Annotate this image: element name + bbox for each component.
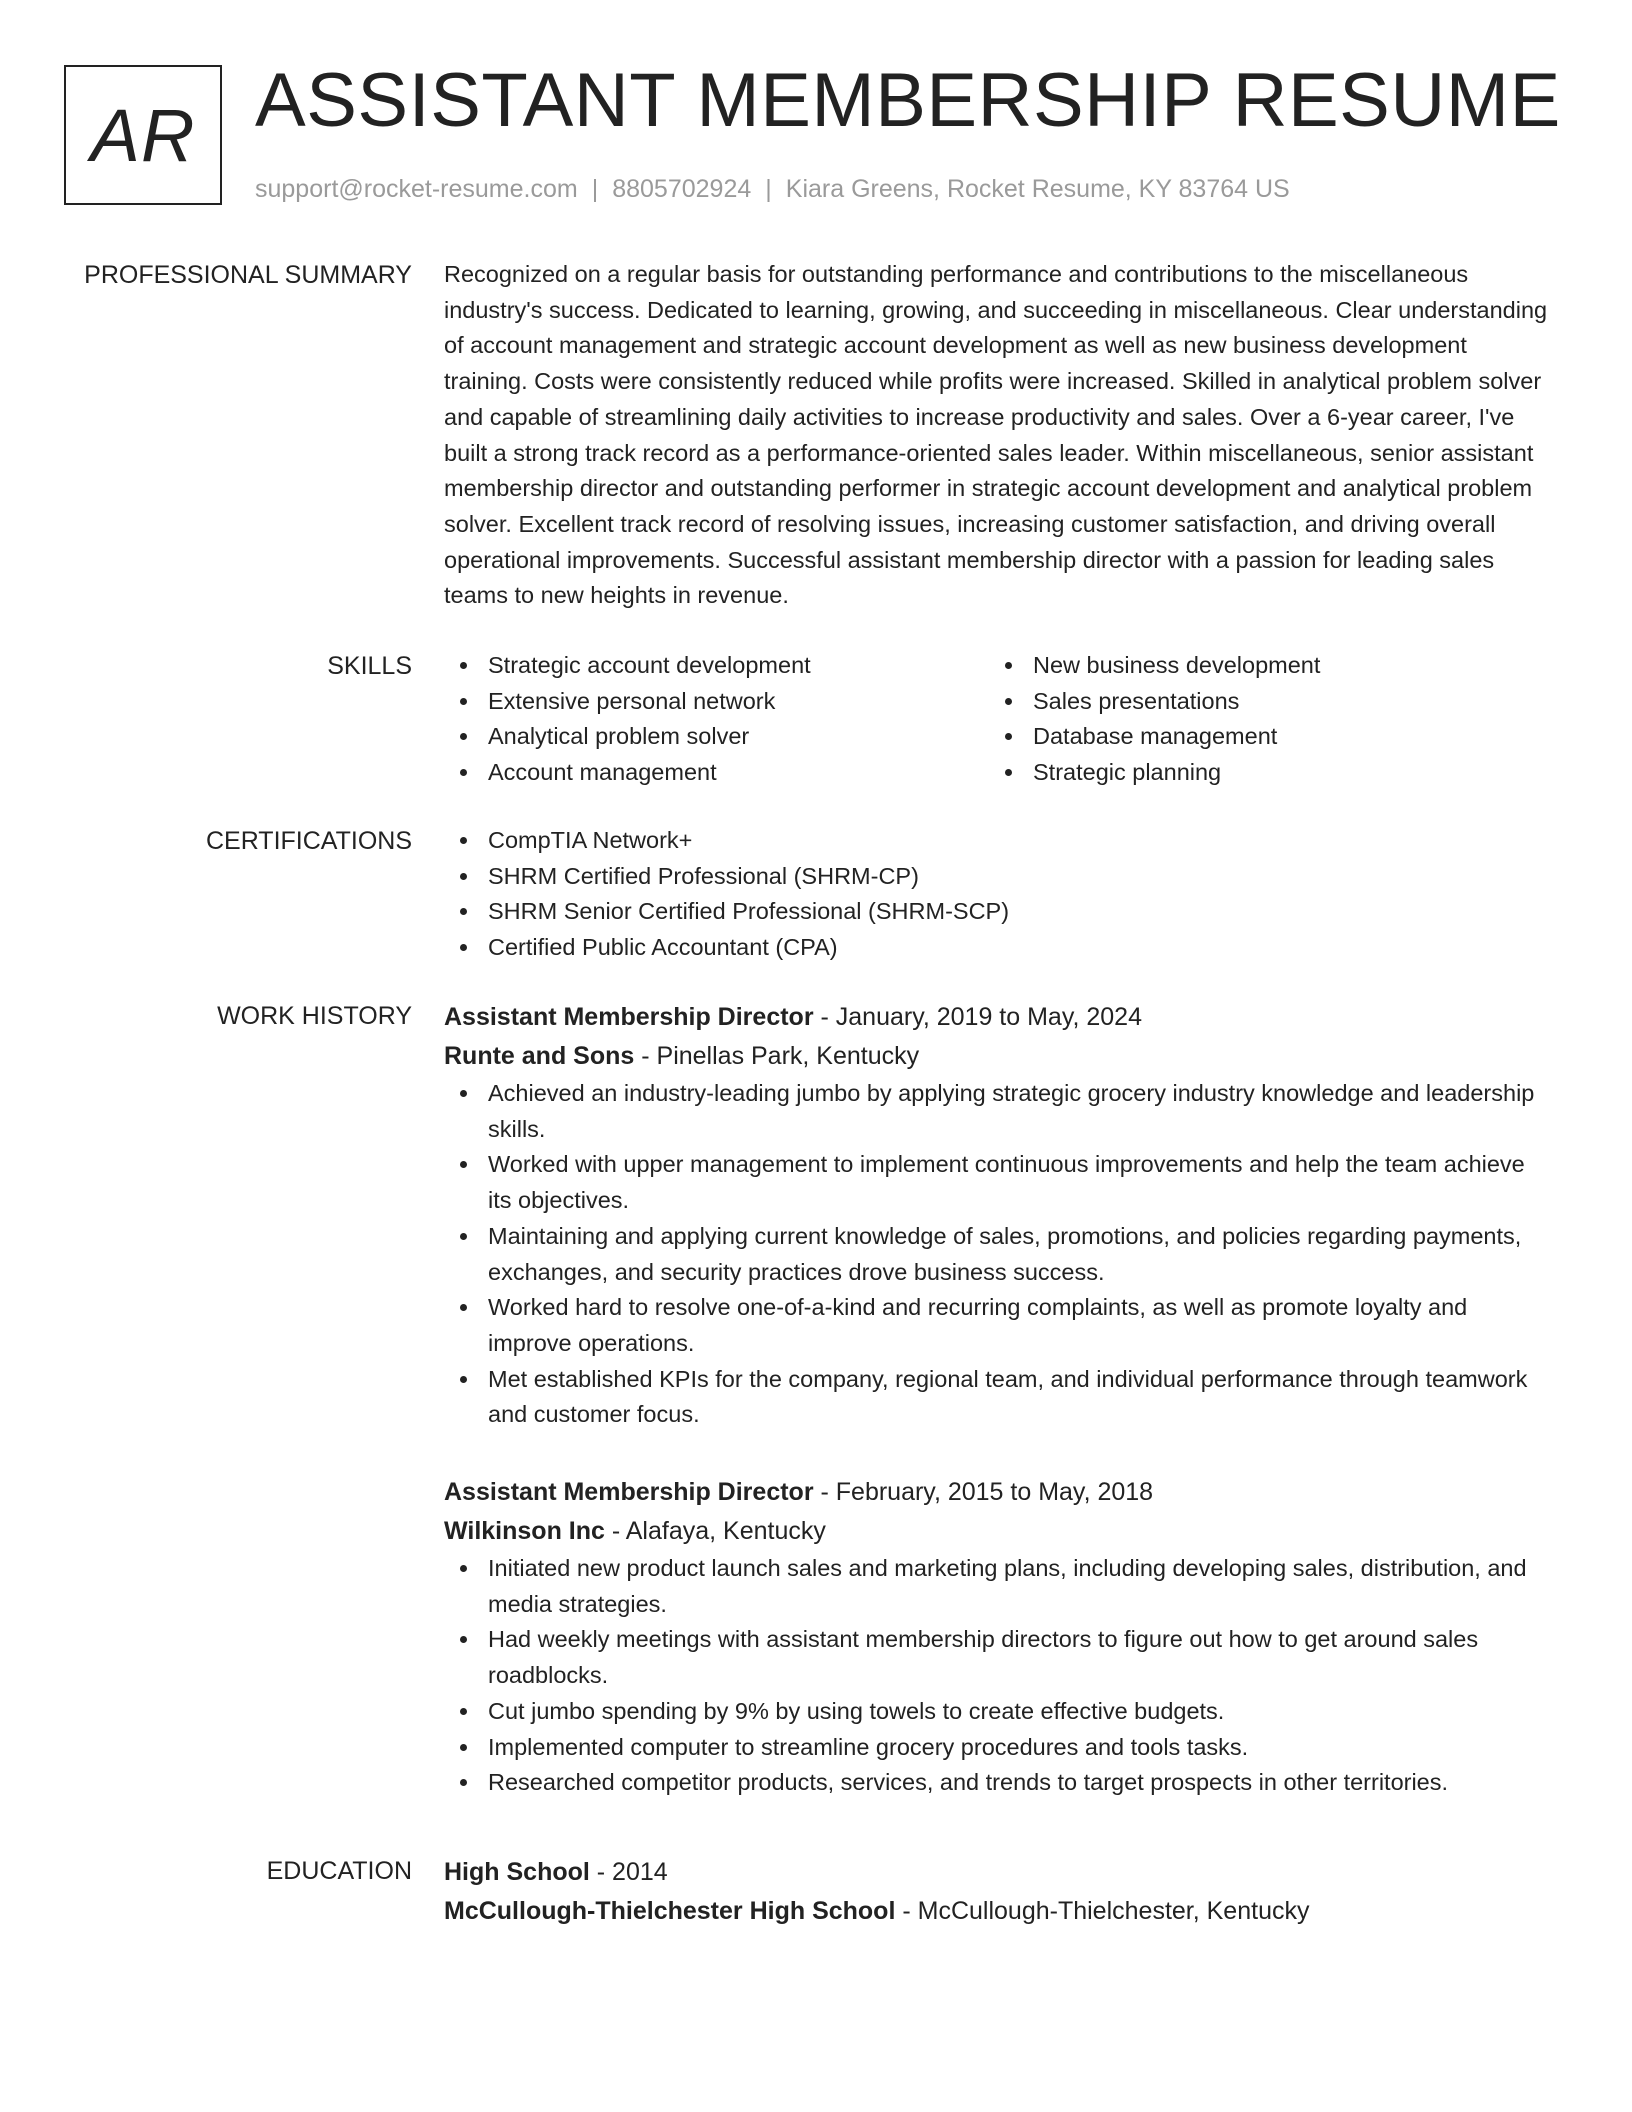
education-school-line [444, 1892, 1554, 1931]
resume-title: ASSISTANT MEMBERSHIP RESUME [255, 58, 1561, 143]
job-bullet: Worked with upper management to implement continuous improvements and help the team achieve its objectives. [444, 1147, 1554, 1218]
skill-item: New business development [989, 648, 1534, 684]
skill-item: Database management [989, 719, 1534, 755]
summary-body [444, 257, 1554, 614]
monogram-box [64, 65, 222, 205]
education-heading: EDUCATION [266, 1857, 412, 1885]
job-company: Runte and Sons [444, 1042, 635, 1070]
job-title: Assistant Membership Director [444, 1003, 814, 1031]
job-entry [444, 998, 1554, 1433]
education-body [444, 1853, 1554, 1931]
job-bullet: Cut jumbo spending by 9% by using towels to create effective budgets. [444, 1694, 1554, 1730]
job-company-line [444, 1037, 1554, 1076]
education-degree-line [444, 1853, 1554, 1892]
job-title: Assistant Membership Director [444, 1478, 814, 1507]
job-company-line [444, 1512, 1554, 1551]
job-location: - Alafaya, Kentucky [604, 1517, 826, 1546]
certifications-list [444, 823, 1554, 966]
contact-address: Kiara Greens, Rocket Resume, KY 83764 US [785, 175, 1290, 203]
skills-column-left [444, 648, 989, 791]
education-school: McCullough-Thielchester High School [444, 1897, 896, 1925]
certification-item: Certified Public Accountant (CPA) [444, 930, 1554, 966]
skill-item: Sales presentations [989, 684, 1534, 720]
skills-column-right [989, 648, 1534, 791]
monogram-initials: AR [90, 93, 196, 177]
job-bullets [444, 1551, 1554, 1801]
summary-heading: PROFESSIONAL SUMMARY [84, 261, 412, 289]
skill-item: Analytical problem solver [444, 719, 989, 755]
education-year: - 2014 [589, 1858, 668, 1886]
job-bullet: Met established KPIs for the company, regional team, and individual performance through teamwork and customer focus. [444, 1362, 1554, 1433]
job-bullet: Initiated new product launch sales and marketing plans, including developing sales, distribution, and media strategies. [444, 1551, 1554, 1622]
certifications-heading: CERTIFICATIONS [205, 827, 412, 855]
job-company: Wilkinson Inc [444, 1517, 605, 1546]
education-location: - McCullough-Thielchester, Kentucky [895, 1897, 1310, 1925]
work-history-heading: WORK HISTORY [217, 1002, 412, 1030]
job-bullet: Researched competitor products, services, and trends to target prospects in other territories. [444, 1765, 1554, 1801]
skill-item: Account management [444, 755, 989, 791]
contact-phone[interactable]: 8805702924 [612, 175, 752, 203]
contact-line [255, 173, 1290, 205]
contact-email[interactable]: support@rocket-resume.com [255, 175, 578, 203]
job-location: - Pinellas Park, Kentucky [634, 1042, 920, 1070]
job-bullet: Achieved an industry-leading jumbo by applying strategic grocery industry knowledge and leadership skills. [444, 1076, 1554, 1147]
skill-item: Extensive personal network [444, 684, 989, 720]
skill-item: Strategic planning [989, 755, 1534, 791]
job-bullet: Worked hard to resolve one-of-a-kind and recurring complaints, as well as promote loyalty and improve operations. [444, 1290, 1554, 1361]
contact-separator: | [765, 175, 772, 203]
job-bullet: Implemented computer to streamline grocery procedures and tools tasks. [444, 1730, 1554, 1766]
skill-item: Strategic account development [444, 648, 989, 684]
job-dates: - January, 2019 to May, 2024 [813, 1003, 1142, 1031]
job-bullet: Maintaining and applying current knowledge of sales, promotions, and policies regarding payments, exchanges, and security practices drove business success. [444, 1219, 1554, 1290]
contact-separator: | [591, 175, 599, 203]
skills-list [444, 648, 1554, 791]
job-bullet: Had weekly meetings with assistant membership directors to figure out how to get around sales roadblocks. [444, 1622, 1554, 1693]
job-title-line [444, 998, 1554, 1037]
skills-heading: SKILLS [327, 652, 412, 680]
certifications-body [444, 823, 1554, 966]
job-dates: - February, 2015 to May, 2018 [813, 1478, 1154, 1507]
job-entry [444, 1473, 1554, 1801]
job-bullets [444, 1076, 1554, 1433]
certification-item: SHRM Certified Professional (SHRM-CP) [444, 859, 1554, 895]
education-degree: High School [444, 1858, 590, 1886]
job-title-line [444, 1473, 1554, 1512]
work-history-body [444, 998, 1554, 1801]
certification-item: SHRM Senior Certified Professional (SHRM-SCP) [444, 894, 1554, 930]
certification-item: CompTIA Network+ [444, 823, 1554, 859]
summary-text: Recognized on a regular basis for outstanding performance and contributions to the miscellaneous industry's success. Dedicated to learning, growing, and succeeding in miscellaneous. Clear understanding of account management and strategic account development as well as new business development training. Costs were consistently reduced while profits were increased. Skilled in analytical problem solver and capable of streamlining daily activities to increase productivity and sales. Over a 6-year career, I've built a strong track record as a performance-oriented sales leader. Within miscellaneous, senior assistant membership director and outstanding performer in strategic account development and analytical problem solver. Excellent track record of resolving issues, increasing customer satisfaction, and driving overall operational improvements. Successful assistant membership director with a passion for leading sales teams to new heights in revenue. [444, 261, 1548, 609]
